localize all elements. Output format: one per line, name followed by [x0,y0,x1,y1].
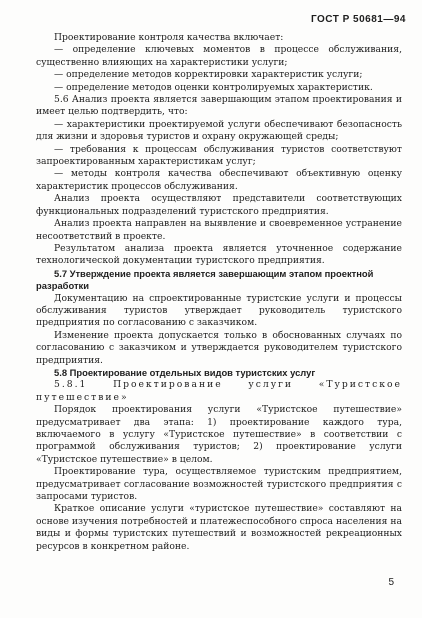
paragraph: Анализ проекта осуществляют представители соответствующих функциональных подразделений туристского предприятия. [36,193,402,217]
document-body [36,32,402,553]
paragraph: Проектирование контроля качества включает: [54,32,284,43]
paragraph: Проектирование тура, осуществляемое туристским предприятием, предусматривает согласование возможностей туристского предприятия с запросами туристов. [36,466,402,503]
list-item: — характеристики проектируемой услуги обеспечивают безопасность для жизни и здоровья туристов и охрану окружающей среды; [36,118,402,143]
list-item: — определение методов оценки контролируемых характеристик. [54,81,373,93]
document-header: ГОСТ Р 50681—94 [310,14,406,25]
paragraph: 5.6 Анализ проекта является завершающим этапом проектирования и имеет целью подтвердить, что: [36,94,402,118]
list-item: — требования к процессам обслуживания туристов соответствуют запроектированным характеристикам услуг; [36,143,402,168]
subsection-heading: 5.8.1 Проектирование услуги «Туристское путешествие» [36,379,402,403]
list-item: — методы контроля качества обеспечивают объективную оценку характеристик процессов обслуживания. [36,168,402,192]
list-item: — определение ключевых моментов в процессе обслуживания, существенно влияющих на характеристики услуги; [36,44,402,68]
section-heading: 5.8 Проектирование отдельных видов туристских услуг [54,366,316,378]
paragraph: Краткое описание услуги «туристское путешествие» составляют на основе изучения потребностей и платежеспособного спроса населения на виды и формы туристских путешествий и возможностей рекреационных ресурсов в конкретном районе. [36,503,402,552]
section-heading: 5.7 Утверждение проекта является завершающим этапом проектной разработки [36,267,374,292]
paragraph: Результатом анализа проекта является уточненное содержание технологической документации туристского предприятия. [36,242,402,267]
paragraph: Документацию на спроектированные туристские услуги и процессы обслуживания туристов утверждает руководитель туристского предприятия по согласованию с заказчиком. [36,292,402,329]
paragraph: Анализ проекта направлен на выявление и своевременное устранение несоответствий в проекте. [36,218,402,242]
paragraph: Изменение проекта допускается только в обоснованных случаях по согласованию с заказчиком и утверждается руководителем туристского предприятия. [36,329,402,366]
list-item: — определение методов корректировки характеристик услуги; [54,69,363,81]
page-number: 5 [388,577,394,588]
paragraph: Порядок проектирования услуги «Туристское путешествие» предусматривает два этапа: 1) проектирование каждого тура, включаемого в услугу «Туристское путешествие» в соответствии с программой обслуживания туристов; 2) проектирование услуги «Туристское путешествие» в целом. [36,404,402,465]
